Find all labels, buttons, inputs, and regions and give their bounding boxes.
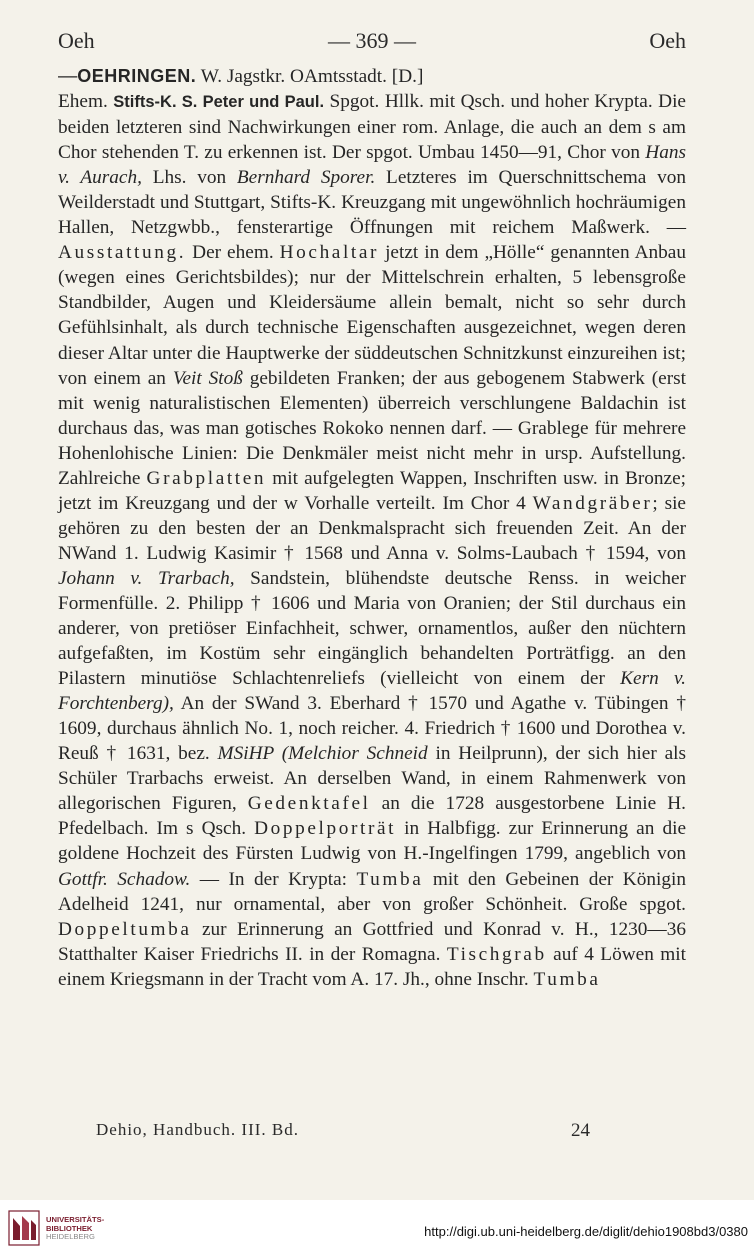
artist-name: Bernhard Sporer.	[236, 167, 376, 189]
running-head	[58, 28, 686, 60]
sheet-signature: 24	[571, 1120, 590, 1141]
text-run: in Heilprunn), der sich hier als Schüler Trarbachs erweist. An derselben Wand, in einem Rahmenwerk von allegorischen Figuren,	[58, 743, 686, 815]
artist-name: Hans v. Aurach,	[58, 142, 686, 189]
permalink-url[interactable]: http://digi.ub.uni-heidelberg.de/diglit/dehio1908bd3/0380	[424, 1224, 748, 1239]
lemma: OEHRINGEN.	[77, 66, 197, 86]
text-run: Spgot. Hllk. mit Qsch. und hoher Krypta. Die beiden letzteren sind Nachwirkungen einer rom. Anlage, die auch an dem s am Chor stehenden T. zu erkennen ist. Der spgot. Umbau 1450—91, Chor von	[58, 91, 686, 164]
artist-name: Veit Stoß	[172, 367, 243, 389]
text-run: Sandstein, blühendste deutsche Renss. in weicher Formenfülle. 2. Philipp † 1606 und Maria von Oranien; der Stil durchaus ein anderer, von pretiöser Einfachheit, schwer, ornamentlos, außer den nüchtern aufgefaßten, im Kostüm sehr eingänglich behandelten Porträtfigg. an den Pilastern minutiöse Schlachtenreliefs (vielleicht von einem der	[58, 567, 686, 690]
spaced-term: Ausstattung.	[58, 242, 187, 264]
entry-paragraph	[58, 64, 686, 992]
artist-name: Kern v. Forchtenberg),	[58, 668, 686, 715]
text-run: Lhs. von	[141, 167, 237, 189]
text-run: mit den Gebeinen der Königin Adelheid 1241, nur ornamental, aber von großer Schönheit. Große spgot.	[58, 868, 686, 915]
spaced-term: Grabplatten	[146, 467, 267, 489]
spaced-term: Gedenktafel	[247, 793, 371, 815]
entry-text	[58, 64, 686, 992]
viewer-bottom-bar	[0, 1200, 754, 1260]
artist-name: Johann v. Trarbach,	[58, 567, 235, 589]
running-head-left: Oeh	[58, 28, 95, 53]
book-imprint: Dehio, Handbuch. III. Bd.	[96, 1120, 299, 1139]
subject-heading: Stifts-K. S. Peter und Paul.	[113, 93, 325, 112]
spaced-term: Doppeltumba	[58, 918, 192, 940]
page-footer	[96, 1120, 590, 1146]
spaced-term: Hochaltar	[279, 242, 380, 264]
artist-name: Gottfr. Schadow.	[58, 868, 191, 890]
spaced-term: Tischgrab	[446, 943, 547, 965]
text-run: Letzteres im Querschnittschema von Weilderstadt und Stuttgart, Stifts-K. Kreuzgang mit ungewöhnlich hochräumigen Hallen, Netzgwbb., fensterartige Öffnungen mit reichem Maßwerk. —	[58, 167, 687, 239]
text-run: gebildeten Franken; der aus gebogenem Stabwerk (erst mit wenig naturalistischen Elementen) überreich verschlungene Baldachin ist durchaus das, was man gotisches Rokoko nennen darf. — Grablege für mehrere Hohenlohische Linien: Die Denkmäler meist nicht mehr in ursp. Aufstellung. Zahlreiche	[58, 367, 687, 489]
text-run: An der SWand 3. Eberhard † 1570 und Agathe v. Tübingen † 1609, durchaus ähnlich No. 1, noch reicher. 4. Friedrich † 1600 und Dorothea v. Reuß † 1631, bez.	[58, 693, 686, 765]
logo-line: BIBLIOTHEK	[46, 1223, 93, 1233]
logo-line: UNIVERSITÄTS-	[46, 1215, 105, 1224]
text-run: Der ehem.	[186, 242, 280, 264]
text-run: auf 4 Löwen mit einem Kriegsmann in der Tracht vom A. 17. Jh., ohne Inschr.	[58, 943, 687, 990]
artist-name: MSiHP (Melchior Schneid	[217, 743, 428, 765]
running-head-right: Oeh	[649, 28, 686, 53]
spaced-term: Tumba	[356, 868, 424, 890]
text-run: zur Erinnerung an Gottfried und Konrad v. H., 1230—36 Statthalter Kaiser Friedrichs II. in der Romagna.	[58, 918, 686, 965]
spaced-term: Tumba	[533, 968, 601, 990]
heidelberg-library-logo-icon[interactable]	[8, 1210, 40, 1246]
text-run: Ehem.	[58, 91, 114, 113]
library-logo-text[interactable]	[46, 1216, 104, 1242]
page-number: — 369 —	[328, 28, 416, 53]
logo-line: HEIDELBERG	[46, 1232, 95, 1242]
spaced-term: Doppelporträt	[254, 818, 397, 840]
entry-header: W. Jagstkr. OAmtsstadt. [D.]	[196, 66, 424, 87]
text-run: an die 1728 ausgestorbene Linie H. Pfedelbach. Im s Qsch.	[58, 793, 686, 840]
text-run: ; sie gehören zu den besten der an Denkmalspracht sich freuenden Zeit. An der NWand 1. Ludwig Kasimir † 1568 und Anna v. Solms-Laubach † 1594, von	[58, 492, 686, 564]
text-run: mit aufgelegten Wappen, Inschriften usw. in Bronze; jetzt im Kreuzgang und der w Vorhalle verteilt. Im Chor 4	[58, 467, 686, 514]
text-run: in Halbfigg. zur Erinnerung an die goldene Hochzeit des Fürsten Ludwig von H.-Ingelfingen 1799, angeblich von	[58, 818, 687, 865]
lemma-dash: —	[58, 66, 78, 87]
spaced-term: Wandgräber	[532, 492, 653, 514]
text-run: — In der Krypta:	[190, 868, 357, 890]
text-run: jetzt in dem „Hölle“ genannten Anbau (wegen eines Gerichtsbildes); nur der Mittelschrein erhalten, 5 lebensgroße Standbilder, Augen und Kleidersäume allein bemalt, nicht so sehr durch Gefühlsinhalt, als durch technische Eigenschaften ausgezeichnet, wegen deren dieser Altar unter die Hauptwerke der süddeutschen Schnitzkunst einzureihen ist; von einem an	[58, 242, 686, 389]
